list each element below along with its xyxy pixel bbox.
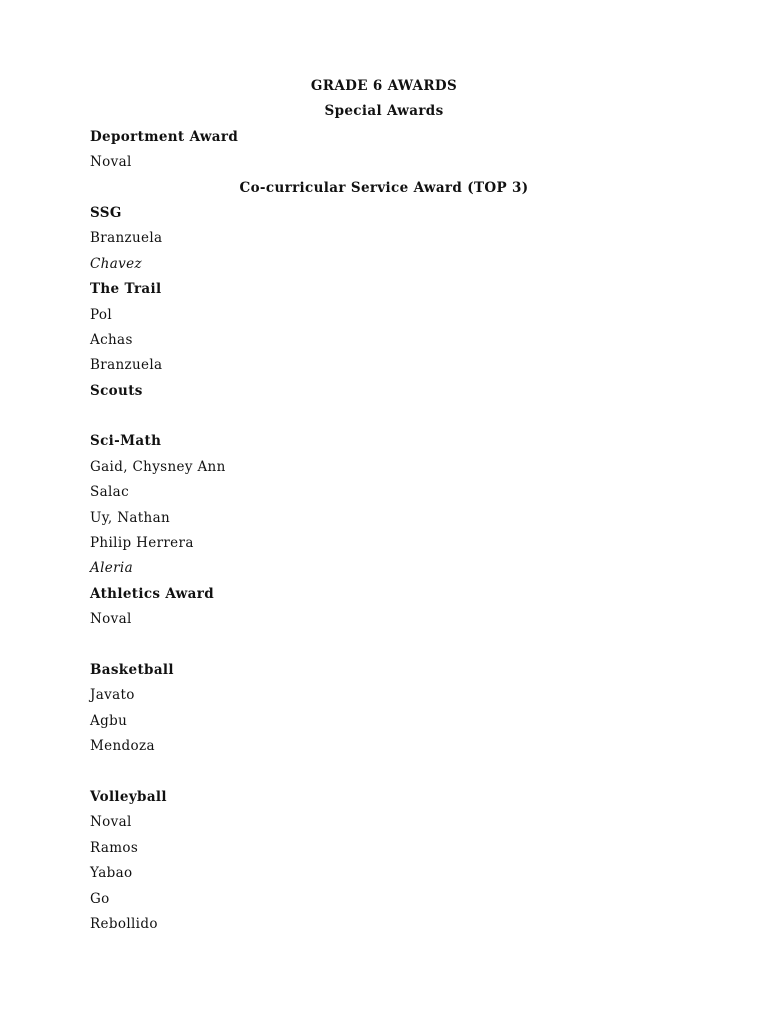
deportment-award-name: Noval xyxy=(90,154,132,171)
athletics-award-name: Noval xyxy=(90,611,132,628)
spacer xyxy=(90,633,678,658)
ssg-heading: SSG xyxy=(90,204,122,221)
basketball-name: Mendoza xyxy=(90,738,155,755)
sci-math-name: Philip Herrera xyxy=(90,535,194,552)
the-trail-name: Pol xyxy=(90,306,113,323)
the-trail-heading: The Trail xyxy=(90,281,162,298)
basketball-name: Javato xyxy=(90,687,135,704)
volleyball-name: Yabao xyxy=(90,865,133,882)
volleyball-name: Rebollido xyxy=(90,915,158,932)
sci-math-name: Gaid, Chysney Ann xyxy=(90,458,226,475)
document-subtitle: Special Awards xyxy=(324,103,444,120)
athletics-award-heading: Athletics Award xyxy=(90,585,214,602)
sci-math-name: Salac xyxy=(90,484,129,501)
scouts-heading: Scouts xyxy=(90,382,143,399)
volleyball-heading: Volleyball xyxy=(90,788,167,805)
the-trail-name: Branzuela xyxy=(90,357,163,374)
ssg-name: Chavez xyxy=(90,255,142,272)
document-content xyxy=(90,74,678,937)
spacer xyxy=(90,404,678,429)
sci-math-name: Uy, Nathan xyxy=(90,509,171,526)
sci-math-heading: Sci-Math xyxy=(90,433,162,450)
spacer xyxy=(90,760,678,785)
ssg-name: Branzuela xyxy=(90,230,163,247)
sci-math-name: Aleria xyxy=(90,560,133,577)
the-trail-name: Achas xyxy=(90,331,133,348)
document-title: GRADE 6 AWARDS xyxy=(310,78,458,94)
volleyball-name: Go xyxy=(90,890,110,907)
basketball-heading: Basketball xyxy=(90,661,174,678)
basketball-name: Agbu xyxy=(90,712,128,729)
co-curricular-heading: Co-curricular Service Award (TOP 3) xyxy=(239,179,529,196)
deportment-award-heading: Deportment Award xyxy=(90,128,239,145)
volleyball-name: Ramos xyxy=(90,839,139,856)
volleyball-name: Noval xyxy=(90,814,132,831)
